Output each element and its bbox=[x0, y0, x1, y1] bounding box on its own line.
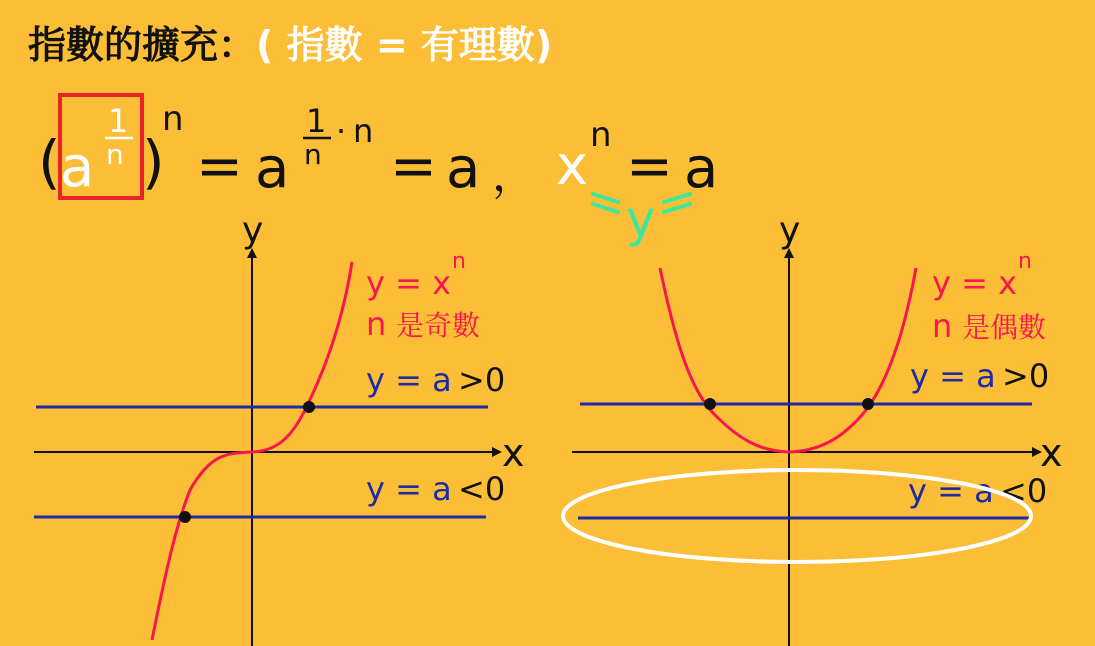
right-line-pos-cmp: >0 bbox=[1002, 357, 1050, 395]
formula-base-a2: a bbox=[255, 136, 290, 201]
formula-exp2-n: n bbox=[353, 112, 374, 150]
left-line-pos-label: y = a bbox=[366, 361, 452, 399]
formula-exp2-den: n bbox=[304, 138, 322, 171]
title-main: 指數的擴充： bbox=[28, 23, 257, 67]
left-curve-label: y = x bbox=[366, 264, 452, 302]
formula-eq-3: = bbox=[626, 134, 673, 199]
formula-result-a: a bbox=[446, 136, 481, 201]
formula-x: x bbox=[556, 134, 588, 197]
right-curve-label-exp: n bbox=[1018, 249, 1032, 274]
right-intersection-right bbox=[862, 398, 874, 410]
formula-comma: ， bbox=[492, 150, 536, 201]
formula-close-paren: ) bbox=[142, 128, 165, 196]
title-paren: ( 指數 = 有理數) bbox=[256, 23, 553, 67]
formula-y-annot: y bbox=[626, 190, 656, 248]
formula bbox=[38, 95, 718, 248]
right-line-pos-label: y = a bbox=[910, 357, 996, 395]
formula-x-exp: n bbox=[590, 115, 612, 155]
left-x-axis-label: x bbox=[502, 431, 525, 475]
right-graph bbox=[563, 210, 1063, 646]
right-line-neg-label: y = a bbox=[908, 472, 994, 510]
formula-a3: a bbox=[684, 136, 719, 201]
right-x-axis-label: x bbox=[1040, 431, 1063, 475]
right-curve-desc-text: 是偶數 bbox=[962, 311, 1047, 344]
left-graph bbox=[34, 210, 525, 646]
formula-inner-exp-num: 1 bbox=[108, 102, 129, 140]
formula-eq-1: = bbox=[196, 134, 243, 199]
right-intersection-left bbox=[704, 398, 716, 410]
left-line-pos-cmp: >0 bbox=[458, 361, 506, 399]
formula-eq-2: = bbox=[390, 134, 437, 199]
right-curve-label: y = x bbox=[932, 264, 1018, 302]
left-curve-desc-n: n bbox=[366, 305, 387, 343]
formula-base-a: a bbox=[60, 135, 95, 200]
highlight-ellipse bbox=[563, 470, 1031, 562]
left-intersection-negative bbox=[179, 511, 191, 523]
left-y-axis-label: y bbox=[242, 210, 264, 251]
right-curve-desc-n: n bbox=[932, 307, 953, 345]
left-line-neg-cmp: <0 bbox=[458, 470, 506, 508]
left-line-neg-label: y = a bbox=[366, 470, 452, 508]
left-curve-label-exp: n bbox=[452, 249, 466, 274]
right-y-axis-label: y bbox=[779, 210, 801, 251]
formula-outer-exp: n bbox=[162, 99, 184, 139]
formula-exp2-dot: · bbox=[336, 112, 347, 150]
left-intersection-positive bbox=[303, 401, 315, 413]
formula-exp2-num: 1 bbox=[306, 102, 327, 140]
formula-inner-exp-den: n bbox=[106, 138, 124, 171]
left-curve-desc-text: 是奇數 bbox=[396, 309, 481, 342]
right-line-neg-cmp: <0 bbox=[1000, 472, 1048, 510]
formula-open-paren: ( bbox=[38, 128, 61, 196]
